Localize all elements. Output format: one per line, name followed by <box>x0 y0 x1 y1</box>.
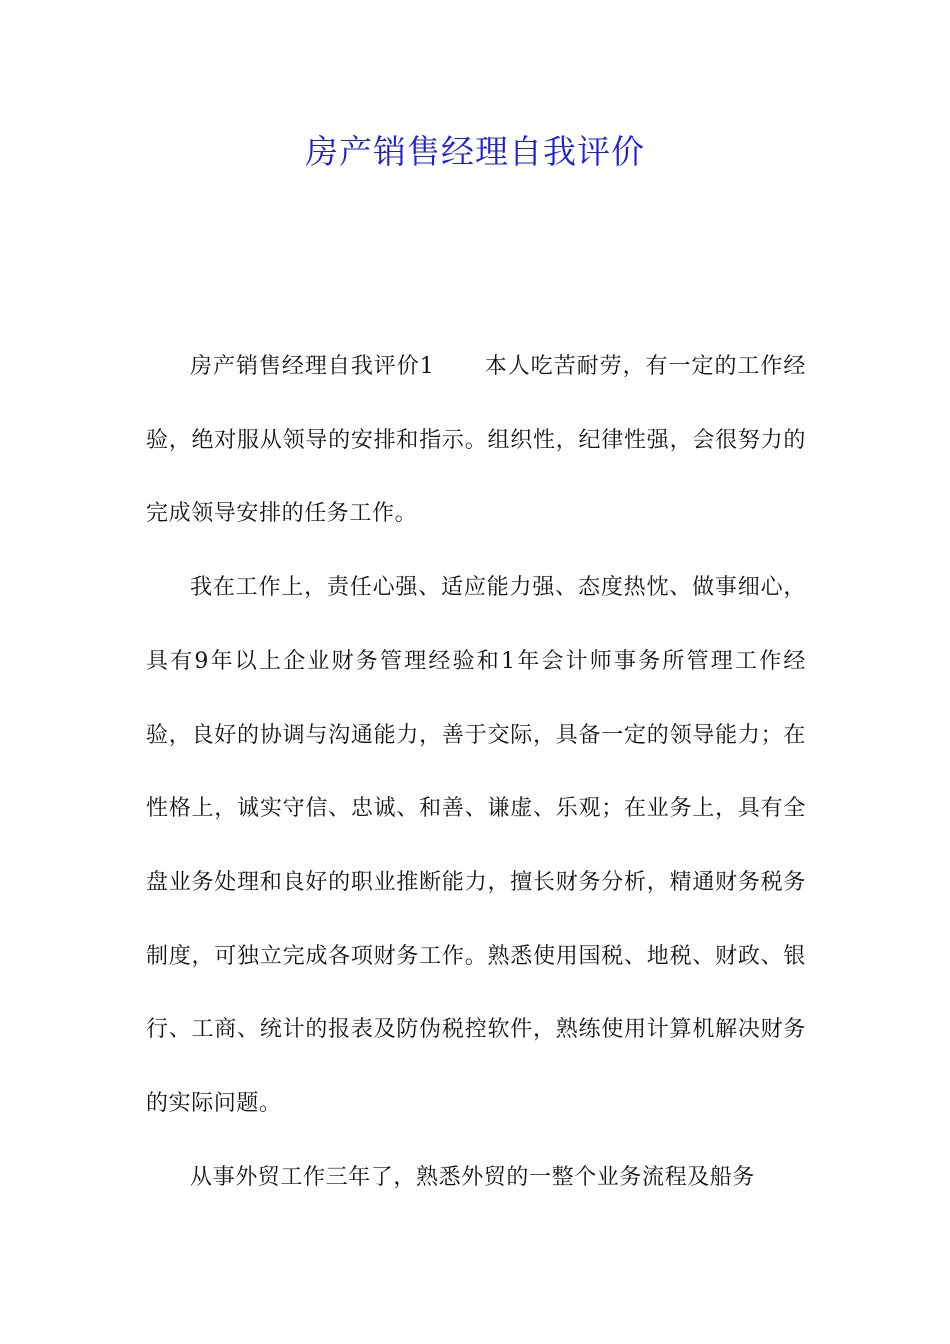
document-body <box>146 330 806 1214</box>
document-title: 房产销售经理自我评价 <box>305 132 645 171</box>
paragraph-3: 从事外贸工作三年了，熟悉外贸的一整个业务流程及船务 <box>190 1164 756 1190</box>
paragraph-1-heading: 房产销售经理自我评价1 <box>190 354 435 379</box>
paragraph-1-text: 本人吃苦耐劳，有一定的工作经验，绝对服从领导的安排和指示。组织性，纪律性强，会很努力的完成领导安排的任务工作。 <box>146 354 806 527</box>
paragraph-1 <box>146 330 806 551</box>
paragraph-2: 我在工作上，责任心强、适应能力强、态度热忱、做事细心，具有9年以上企业财务管理经验和1年会计师事务所管理工作经验，良好的协调与沟通能力，善于交际，具备一定的领导能力；在性格上，诚实守信、忠诚、和善、谦虚、乐观；在业务上，具有全盘业务处理和良好的职业推断能力，擅长财务分析，精通财务税务制度，可独立完成各项财务工作。熟悉使用国税、地税、财政、银行、工商、统计的报表及防伪税控软件，熟练使用计算机解决财务的实际问题。 <box>146 575 806 1117</box>
